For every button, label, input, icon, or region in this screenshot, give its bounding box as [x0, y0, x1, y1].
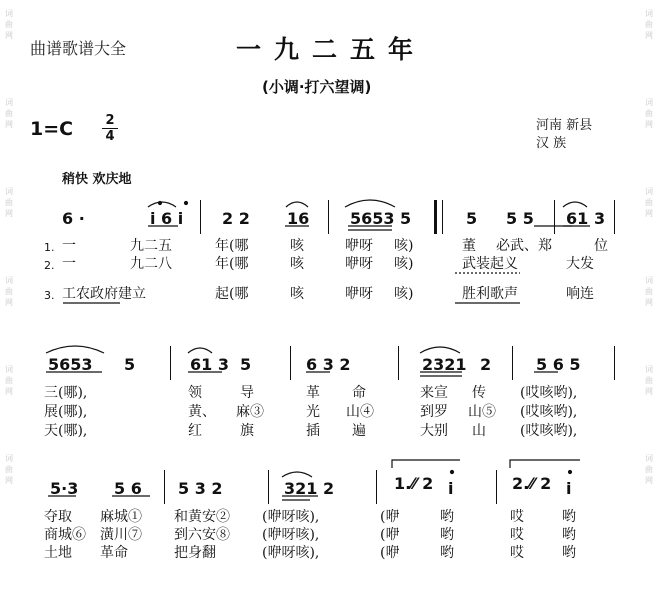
brand-label[interactable]: 曲谱歌谱大全 [30, 39, 127, 58]
time-signature-top: 2 [105, 113, 115, 128]
note-group: i [448, 479, 454, 498]
lyric: 武装起义 [462, 256, 518, 272]
lyric: 土地 [44, 545, 72, 561]
watermark-glyph: 网 [5, 120, 13, 129]
volta-bracket-2 [510, 460, 580, 468]
lyric: 咿呀 [345, 238, 373, 254]
bar-line [290, 346, 291, 380]
lyric: 必武、郑 [496, 238, 552, 254]
song-subtitle: (小调·打六望调) [262, 78, 372, 96]
lyric: 哟 [562, 527, 576, 543]
watermark-glyph: 曲 [5, 287, 13, 296]
bar-line [554, 200, 555, 234]
verse-number: 1. [44, 241, 55, 254]
note-group: 5 6 [114, 479, 142, 498]
watermark-glyph: 网 [5, 298, 13, 307]
lyric: 山④ [346, 404, 374, 420]
lyric: 哎 [510, 527, 524, 543]
lyric: 哟 [440, 545, 454, 561]
watermark-glyph: 词 [645, 454, 653, 463]
octave-dot [451, 471, 454, 474]
bar-line [200, 200, 201, 234]
lyric: 到罗 [420, 404, 448, 420]
lyric: 哟 [562, 545, 576, 561]
lyric: 导 [240, 385, 254, 401]
watermark-glyph: 词 [5, 454, 13, 463]
lyric: 咿呀 [345, 286, 373, 302]
lyric: 哟 [562, 509, 576, 525]
watermark-glyph: 曲 [645, 198, 653, 207]
note-group: 6 3 2 [306, 355, 351, 374]
bar-line [614, 200, 615, 234]
lyric: 哎 [510, 545, 524, 561]
lyric: 咳 [290, 286, 304, 302]
watermark-glyph: 曲 [5, 198, 13, 207]
lyric: 和黄安② [174, 509, 230, 525]
watermark-glyph: 网 [5, 209, 13, 218]
lyric: (哎咳哟), [520, 385, 578, 401]
note-group: 1.⁄⁄ 2 [394, 474, 434, 493]
note-group: 2 2 [222, 209, 250, 228]
lyric: 年(哪 [215, 256, 249, 272]
lyric: 麻城① [100, 509, 142, 525]
note-group: 5 3 2 [178, 479, 223, 498]
lyric: 一 [62, 256, 76, 272]
lyric: 山 [472, 423, 486, 439]
watermark-glyph: 词 [645, 276, 653, 285]
lyric: 咿呀 [345, 256, 373, 272]
watermark-glyph: 网 [645, 120, 653, 129]
watermark-glyph: 网 [645, 209, 653, 218]
lyric: (咿呀咳), [262, 527, 320, 543]
lyric: 三(哪), [44, 385, 88, 401]
song-title: 一九二五年 [236, 35, 427, 64]
lyric: 胜利歌声 [462, 286, 518, 302]
watermark-glyph: 网 [5, 31, 13, 40]
origin-people: 汉 族 [536, 136, 567, 151]
note-group: 5 [466, 209, 478, 228]
octave-dot [159, 202, 162, 205]
watermark-glyph: 曲 [5, 376, 13, 385]
lyric: (咿 [380, 545, 400, 561]
note-group: 5653 [350, 209, 395, 228]
double-bar-line [442, 200, 443, 234]
lyric: (咿 [380, 509, 400, 525]
lyric: 九二八 [130, 256, 172, 272]
watermark-glyph: 词 [5, 187, 13, 196]
octave-dot [185, 202, 188, 205]
lyric: 董 [462, 238, 476, 254]
lyric: 展(哪), [44, 404, 88, 420]
slur [563, 202, 587, 207]
note-group: 16 [287, 209, 310, 228]
watermark-glyph: 词 [645, 98, 653, 107]
lyric: 黄、 [188, 404, 216, 420]
volta-bracket-1 [392, 460, 460, 468]
watermark-glyph: 曲 [5, 20, 13, 29]
lyric: (哎咳哟), [520, 423, 578, 439]
watermark-glyph: 词 [645, 365, 653, 374]
slur [46, 346, 104, 353]
lyric: 天(哪), [44, 423, 88, 439]
bar-line [328, 200, 329, 234]
watermark-glyph: 词 [5, 9, 13, 18]
lyric: 响连 [566, 286, 594, 302]
bar-line [614, 346, 615, 380]
watermark-glyph: 曲 [645, 376, 653, 385]
lyric: 到六安⑧ [174, 527, 230, 543]
note-group: 5·3 [50, 479, 79, 498]
watermark-glyph: 网 [645, 476, 653, 485]
lyric: (咿呀咳), [262, 545, 320, 561]
lyric: (咿呀咳), [262, 509, 320, 525]
watermark-glyph: 词 [645, 187, 653, 196]
lyric: 大发 [566, 256, 594, 272]
lyric: 咳 [290, 238, 304, 254]
key-signature: 1=C [30, 118, 74, 140]
lyric: 哟 [440, 509, 454, 525]
note-group: 2.⁄⁄ 2 [512, 474, 552, 493]
note-group: 61 [566, 209, 589, 228]
note-group: 6 · [62, 209, 85, 228]
lyric: 命 [352, 385, 366, 401]
lyric: 咳) [394, 238, 414, 254]
note-group: i 6 i [150, 209, 184, 228]
lyric: 位 [594, 238, 608, 254]
time-signature-bottom: 4 [105, 129, 115, 144]
watermark-glyph: 曲 [645, 465, 653, 474]
lyric: 山⑤ [468, 404, 496, 420]
origin-place: 河南 新县 [536, 118, 593, 133]
watermark-glyph: 词 [5, 98, 13, 107]
note-group: 2321 [422, 355, 467, 374]
lyric: 起(哪 [215, 286, 249, 302]
watermark-glyph: 词 [5, 365, 13, 374]
lyric: (哎咳哟), [520, 404, 578, 420]
watermark-glyph: 曲 [645, 109, 653, 118]
lyric: 大别 [420, 423, 448, 439]
note-group: 2 [480, 355, 492, 374]
lyric: 工农政府建立 [62, 286, 146, 302]
lyric: 一 [62, 238, 76, 254]
slur [286, 202, 308, 207]
octave-dot [569, 471, 572, 474]
lyric: 革 [306, 385, 320, 401]
watermark-glyph: 网 [645, 298, 653, 307]
lyric: 革命 [100, 545, 128, 561]
note-group: 5 [124, 355, 136, 374]
double-bar-line [434, 200, 437, 234]
bar-line [170, 346, 171, 380]
lyric: 遍 [352, 423, 366, 439]
lyric: 哎 [510, 509, 524, 525]
lyric: 年(哪 [215, 238, 249, 254]
slur [420, 347, 460, 353]
slur [345, 200, 395, 207]
verse-number: 3. [44, 289, 55, 302]
lyric: 商城⑥ [44, 527, 86, 543]
note-group: 5 [400, 209, 412, 228]
watermark-glyph: 词 [645, 9, 653, 18]
slur [282, 472, 312, 477]
watermark-glyph: 曲 [645, 287, 653, 296]
lyric: 咳) [394, 256, 414, 272]
watermark-glyph: 网 [645, 387, 653, 396]
watermark-glyph: 曲 [5, 109, 13, 118]
note-group: 5653 [48, 355, 93, 374]
tempo-marking: 稍快 欢庆地 [62, 172, 132, 187]
bar-line [164, 470, 165, 504]
lyric: (咿 [380, 527, 400, 543]
note-group: 5 [240, 355, 252, 374]
lyric: 潢川⑦ [100, 527, 142, 543]
note-group: 5 5 [506, 209, 534, 228]
watermark-glyph: 词 [5, 276, 13, 285]
lyric: 光 [306, 404, 320, 420]
lyric: 红 [188, 423, 202, 439]
bar-line [496, 470, 497, 504]
bar-line [268, 470, 269, 504]
bar-line [398, 346, 399, 380]
bar-line [376, 470, 377, 504]
watermark-glyph: 网 [5, 387, 13, 396]
bar-line [512, 346, 513, 380]
lyric: 咳 [290, 256, 304, 272]
lyric: 咳) [394, 286, 414, 302]
lyric: 来宣 [420, 385, 448, 401]
note-group: 321 2 [284, 479, 335, 498]
lyric: 传 [472, 385, 486, 401]
slur [188, 348, 212, 353]
watermark-glyph: 网 [5, 476, 13, 485]
note-group: 5 6 5 [536, 355, 581, 374]
lyric: 麻③ [236, 404, 264, 420]
watermark-glyph: 网 [645, 31, 653, 40]
note-group: i [566, 479, 572, 498]
lyric: 旗 [240, 423, 254, 439]
lyric: 领 [188, 385, 202, 401]
watermark-glyph: 曲 [5, 465, 13, 474]
lyric: 插 [306, 423, 320, 439]
note-group: 3 [594, 209, 606, 228]
lyric: 九二五 [130, 238, 172, 254]
lyric: 夺取 [44, 509, 72, 525]
lyric: 哟 [440, 527, 454, 543]
watermark-glyph: 曲 [645, 20, 653, 29]
note-group: 61 3 [190, 355, 229, 374]
lyric: 把身翻 [174, 545, 216, 561]
verse-number: 2. [44, 259, 55, 272]
